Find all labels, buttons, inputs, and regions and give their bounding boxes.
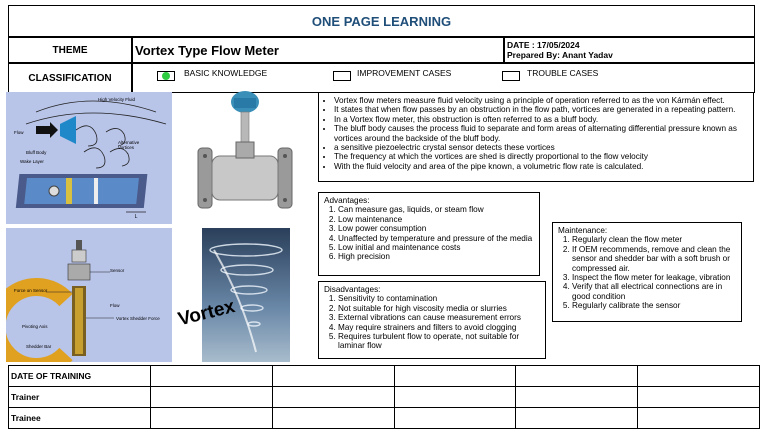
training-cell[interactable] xyxy=(638,387,760,408)
option-basic-knowledge: BASIC KNOWLEDGE xyxy=(184,68,268,78)
description-item: • The frequency at which the vortices are shed is directly proportional to the flow velocity xyxy=(334,152,748,161)
description-box xyxy=(318,92,754,182)
checkbox-checked-mark xyxy=(162,72,170,80)
sensor-assembly-diagram xyxy=(6,228,172,362)
label-shedder-bar: Shedder Bar xyxy=(26,344,52,349)
training-cell[interactable] xyxy=(638,366,760,387)
theme-label: THEME xyxy=(52,44,88,56)
advantages-title: Advantages: xyxy=(324,196,370,205)
training-cell[interactable] xyxy=(272,366,394,387)
label-high-velocity-fluid: High Velocity Fluid xyxy=(98,97,136,102)
vortex-caption: Vortex xyxy=(176,296,238,331)
label-bluff-body: Bluff Body xyxy=(26,150,47,155)
classification-label: CLASSIFICATION xyxy=(28,72,112,84)
description-list xyxy=(324,96,748,171)
training-cell[interactable] xyxy=(151,366,273,387)
table-row xyxy=(9,366,760,387)
advantages-box xyxy=(318,192,540,276)
label-sensor: Sensor xyxy=(110,268,125,273)
training-cell[interactable] xyxy=(516,408,638,429)
option-trouble-cases: TROUBLE CASES xyxy=(527,68,599,78)
table-row xyxy=(9,387,760,408)
label-vortex-shedder-force: Vortex Shedder Force xyxy=(116,316,160,321)
label-alternative-vortices: Alternative Vortices xyxy=(118,140,140,150)
advantage-item: 2. Low maintenance xyxy=(338,215,534,224)
page-title xyxy=(8,5,755,37)
flow-meter-photo xyxy=(190,90,300,222)
theme-label-cell xyxy=(8,37,132,63)
maintenance-item: 3. Inspect the flow meter for leakage, vibration xyxy=(572,273,736,282)
training-row-label: Trainee xyxy=(9,408,151,429)
theme-value-cell xyxy=(132,37,504,63)
maintenance-list xyxy=(558,235,736,310)
vortex-swirl-illustration xyxy=(202,228,290,362)
description-item: • With the fluid velocity and area of the pipe known, a volumetric flow rate is calculated. xyxy=(334,162,748,171)
training-cell[interactable] xyxy=(638,408,760,429)
training-row-label: Trainer xyxy=(9,387,151,408)
prepared-by: Prepared By: Anant Yadav xyxy=(507,50,613,60)
description-item: • In a Vortex flow meter, this obstruction is often referred to as a bluff body. xyxy=(334,115,748,124)
date-cell xyxy=(504,37,755,63)
training-cell[interactable] xyxy=(272,387,394,408)
page-title-text: ONE PAGE LEARNING xyxy=(311,13,452,29)
training-cell[interactable] xyxy=(516,387,638,408)
vortex-principle-illustration xyxy=(6,92,172,224)
maintenance-item: 1. Regularly clean the flow meter xyxy=(572,235,736,244)
advantage-item: 1. Can measure gas, liquids, or steam flow xyxy=(338,205,534,214)
training-cell[interactable] xyxy=(394,387,516,408)
disadvantage-item: 3. External vibrations can cause measurement errors xyxy=(338,313,540,322)
sensor-assembly-illustration xyxy=(6,228,172,362)
disadvantage-item: 1. Sensitivity to contamination xyxy=(338,294,540,303)
maintenance-title: Maintenance: xyxy=(558,226,608,235)
vortex-principle-diagram xyxy=(6,92,172,224)
description-item: • The bluff body causes the process fluid to separate and form areas of alternating differential pressure known as vortices around the backside of the bluff body. xyxy=(334,124,748,143)
label-pivoting-axis: Pivoting Axis xyxy=(22,324,48,329)
description-item: • Vortex flow meters measure fluid velocity using a principle of operation referred to as the von Kármán effect. xyxy=(334,96,748,105)
label-force-on-sensor: Force on Sensor xyxy=(14,288,48,293)
training-cell[interactable] xyxy=(516,366,638,387)
svg-text:L: L xyxy=(134,214,138,220)
disadvantage-item: 4. May require strainers and filters to avoid clogging xyxy=(338,323,540,332)
disadvantages-list xyxy=(324,294,540,350)
vortex-photo xyxy=(202,228,290,362)
training-cell[interactable] xyxy=(272,408,394,429)
label-flow-2: Flow xyxy=(110,303,120,308)
maintenance-item: 5. Regularly calibrate the sensor xyxy=(572,301,736,310)
disadvantage-item: 5. Requires turbulent flow to operate, not suitable for laminar flow xyxy=(338,332,540,351)
table-row xyxy=(9,408,760,429)
training-date: DATE : 17/05/2024 xyxy=(507,40,580,50)
theme-value: Vortex Type Flow Meter xyxy=(135,42,279,58)
training-cell[interactable] xyxy=(394,366,516,387)
label-wake-layer: Wake Layer xyxy=(20,159,44,164)
advantages-list xyxy=(324,205,534,261)
disadvantages-title: Disadvantages: xyxy=(324,285,381,294)
advantage-item: 3. Low power consumption xyxy=(338,224,534,233)
maintenance-item: 2. If OEM recommends, remove and clean the sensor and shedder bar with a soft brush or compressed air. xyxy=(572,245,736,273)
maintenance-box xyxy=(552,222,742,322)
description-item: • It states that when flow passes by an obstruction in the flow path, vortices are generated in a repeating pattern. xyxy=(334,105,748,114)
checkbox-improvement-cases[interactable] xyxy=(333,71,351,81)
flow-meter-illustration xyxy=(190,90,300,222)
training-cell[interactable] xyxy=(151,387,273,408)
advantage-item: 6. High precision xyxy=(338,252,534,261)
advantage-item: 4. Unaffected by temperature and pressure of the media xyxy=(338,234,534,243)
label-flow: Flow xyxy=(14,130,24,135)
checkbox-trouble-cases[interactable] xyxy=(502,71,520,81)
training-table xyxy=(8,365,760,429)
advantage-item: 5. Low initial and maintenance costs xyxy=(338,243,534,252)
disadvantages-box xyxy=(318,281,546,359)
training-row-label: DATE OF TRAINING xyxy=(9,366,151,387)
training-cell[interactable] xyxy=(394,408,516,429)
option-improvement-cases: IMPROVEMENT CASES xyxy=(357,68,452,78)
classification-label-cell xyxy=(8,63,132,93)
maintenance-item: 4. Verify that all electrical connections are in good condition xyxy=(572,282,736,301)
disadvantage-item: 2. Not suitable for high viscosity media or slurries xyxy=(338,304,540,313)
checkbox-basic-knowledge[interactable] xyxy=(157,71,175,81)
training-cell[interactable] xyxy=(151,408,273,429)
description-item: • a sensitive piezoelectric crystal sensor detects these vortices xyxy=(334,143,748,152)
